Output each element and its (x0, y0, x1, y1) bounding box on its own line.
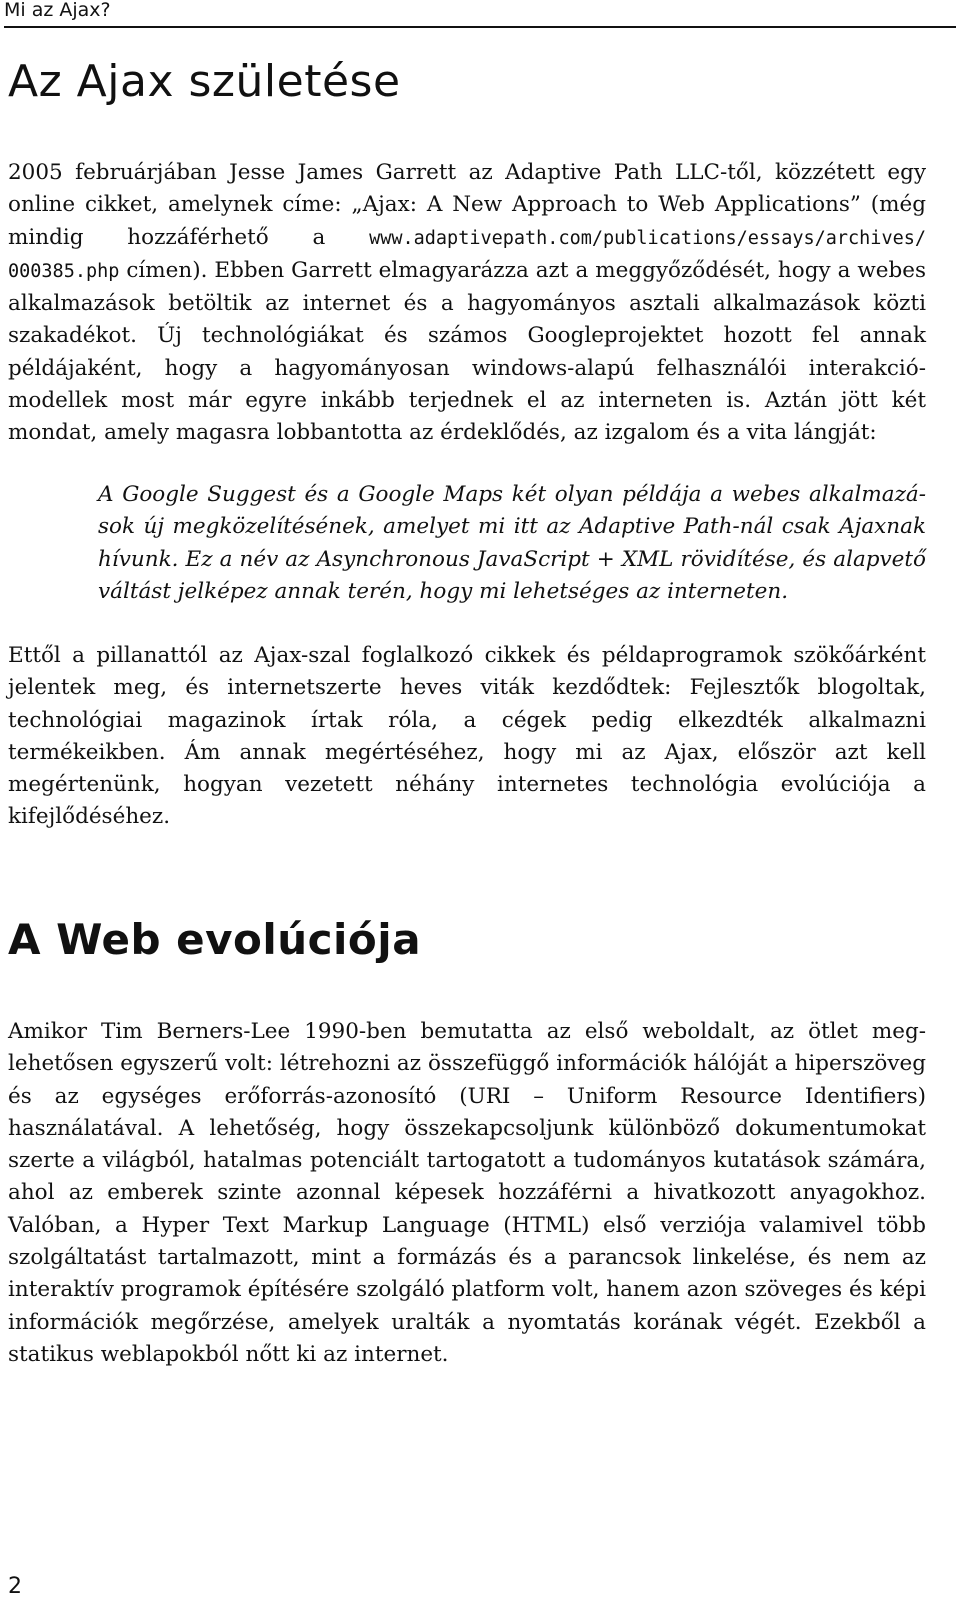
article-url-part1: www.adaptivepath.com/publications/essays/archives/ (369, 227, 926, 249)
section-heading-web-evolution: A Web evolúciója (8, 915, 422, 964)
paragraph-web-evolution: Amikor Tim Berners-Lee 1990-ben bemutatta az első weboldalt, az ötlet meglehetősen egyszerű volt: létrehozni az összefüggő információk hálóját a hiperszöveg és az egységes erőforrás-azonosító (URI – Uniform Resource Identifiers) használatával. A lehetőség, hogy összekapcsoljunk különböző dokumentumokat szerte a világból, hatalmas potenciált tartogatott a tudományos kutatások számára, ahol az emberek szinte azonnal képesek hozzáférni a hivatkozott anyagokhoz. Valóban, a Hyper Text Markup Language (HTML) első verziója valamivel több szolgáltatást tartalmazott, mint a formázás és a parancsok linkelése, és nem az interaktív programok építésére szolgáló platform volt, hanem azon szöveges és képi információk megőrzése, amelyek uralták a nyomtatás korának végét. Ezekből a statikus weblapokból nőtt ki az internet. (8, 1019, 926, 1367)
article-url-part2: 000385.php (8, 260, 120, 282)
paragraph-intro-text-start: 2005 februárjában Jesse James Garrett az Adaptive Path LLC-től, közzétett egy online cikket, amelynek címe: „Ajax: A New Approach to Web Applications” (még mindig hozzáférhető a (8, 160, 926, 250)
paragraph-intro-text-end: címen). Ebben Garrett elmagyarázza azt a meggyőződését, hogy a webes alkalmazások betöltik az internet és a hagyományos asztali alkalmazások közti szakadékot. Új technológiákat és számos Googleprojektet hozott fel annak példájaként, hogy a hagyományosan windows-alapú felhasználói interakciómodellek most már egyre inkább terjednek el az interneten is. Aztán jött két mondat, amely magasra lobbantotta az érdeklődés, az izgalom és a vita lángját: (8, 257, 926, 446)
running-header-title: Mi az Ajax? (4, 0, 111, 21)
running-header (4, 0, 956, 28)
paragraph-intro (8, 157, 926, 450)
block-quote: A Google Suggest és a Google Maps két olyan példája a webes alkalmazások új megközelítésének, amelyet mi itt az Adaptive Path-nál csak Ajaxnak hívunk. Ez a név az Asynchronous JavaScript + XML rövidítése, és alapvető váltást jelképez annak terén, hogy mi lehetséges az interneten. (98, 482, 926, 604)
section-heading-ajax-birth: Az Ajax születése (8, 56, 401, 107)
paragraph-aftermath: Ettől a pillanattól az Ajax-szal foglalkozó cikkek és példaprogramok szökőárként jelentek meg, és internetszerte heves viták kezdődtek: Fejlesztők blogoltak, technológiai magazinok írtak róla, a cégek pedig elkezdték alkalmazni termékeikben. Ám annak megértéséhez, hogy mi az Ajax, először azt kell megértenünk, hogyan vezetett néhány internetes technológia evolúciója a kifejlődéséhez. (8, 643, 926, 830)
page-number: 2 (8, 1574, 22, 1599)
